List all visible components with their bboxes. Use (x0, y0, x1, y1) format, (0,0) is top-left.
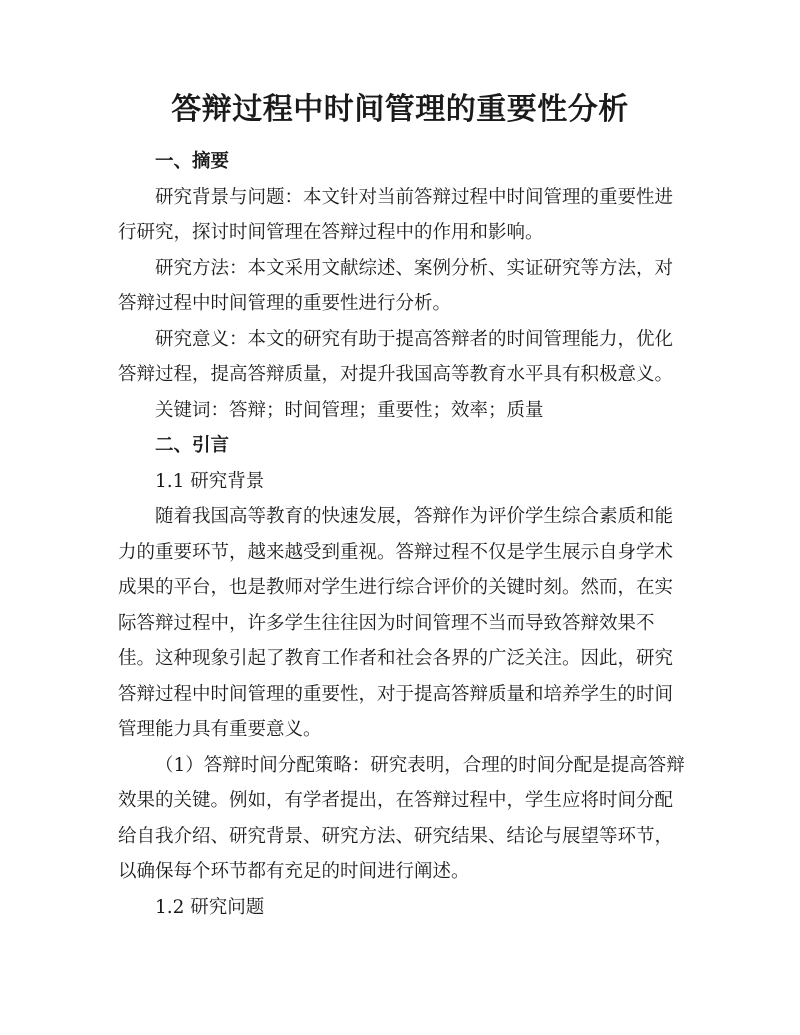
background-paragraph: 随着我国高等教育的快速发展，答辩作为评价学生综合素质和能力的重要环节，越来越受到重视。答辩过程不仅是学生展示自身学术成果的平台，也是教师对学生进行综合评价的关键时刻。然而，在实际答辩过程中，许多学生往往因为时间管理不当而导致答辩效果不佳。这种现象引起了教育工作者和社会各界的广泛关注。因此，研究答辩过程中时间管理的重要性，对于提高答辩质量和培养学生的时间管理能力具有重要意义。 (118, 506, 674, 740)
abstract-significance-paragraph: 研究意义：本文的研究有助于提高答辩者的时间管理能力，优化答辩过程，提高答辩质量，对提升我国高等教育水平具有积极意义。 (118, 328, 674, 385)
subsection-1-1-heading: 1.1 研究背景 (155, 470, 265, 492)
keywords-line: 关键词：答辩；时间管理；重要性；效率；质量 (155, 399, 544, 421)
intro-heading: 二、引言 (155, 435, 230, 456)
abstract-background-paragraph: 研究背景与问题：本文针对当前答辩过程中时间管理的重要性进行研究，探讨时间管理在答辩过程中的作用和影响。 (118, 186, 674, 243)
abstract-heading: 一、摘要 (155, 151, 230, 172)
abstract-method-paragraph: 研究方法：本文采用文献综述、案例分析、实证研究等方法，对答辩过程中时间管理的重要性进行分析。 (118, 257, 674, 314)
document-title: 答辩过程中时间管理的重要性分析 (171, 92, 629, 127)
subsection-1-2-heading: 1.2 研究问题 (155, 896, 265, 918)
strategy-paragraph: （1）答辩时间分配策略：研究表明，合理的时间分配是提高答辩效果的关键。例如，有学者提出，在答辩过程中，学生应将时间分配给自我介绍、研究背景、研究方法、研究结果、结论与展望等环节，以确保每个环节都有充足的时间进行阐述。 (118, 754, 685, 882)
document-body (118, 144, 688, 925)
